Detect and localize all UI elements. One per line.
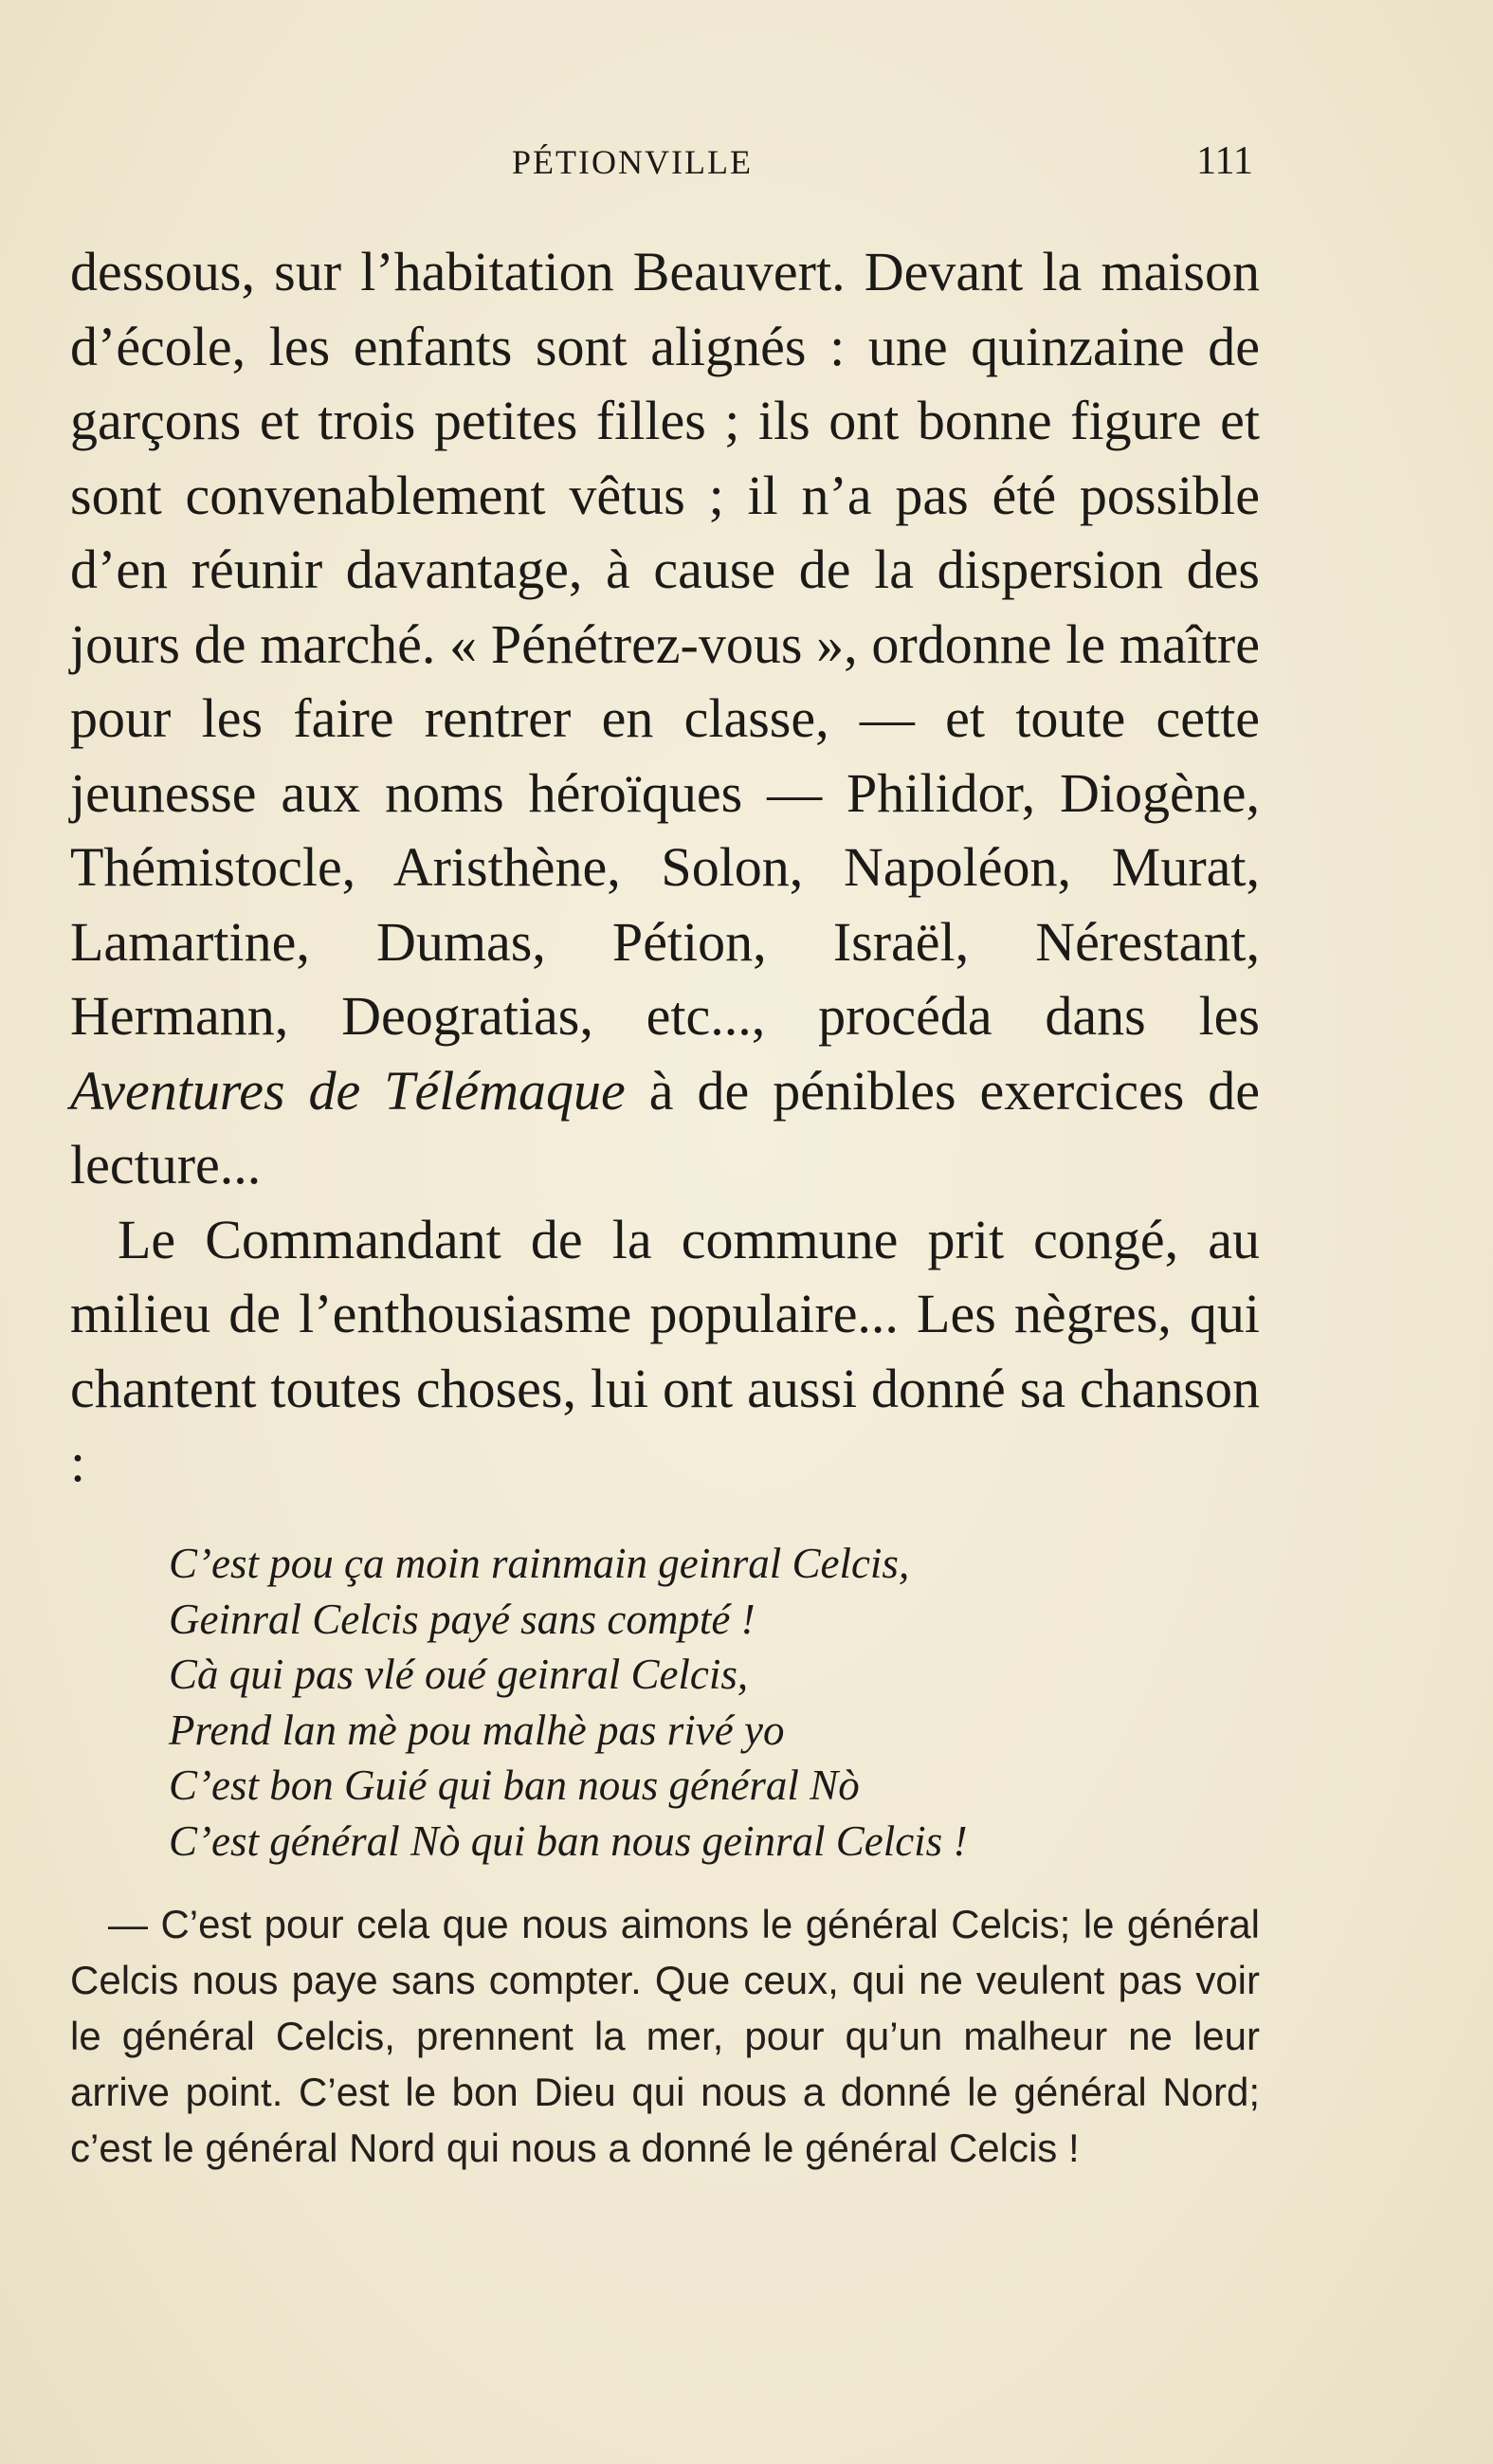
main-text [70, 235, 1260, 1501]
verse-line: C’est général Nò qui ban nous geinral Celcis ! [169, 1816, 968, 1865]
paragraph-text-end: à de pénibles exercices de lecture... [70, 1059, 1261, 1195]
translation-text: — C’est pour cela que nous aimons le général Celcis; le général Celcis nous paye sans compter. Que ceux, qui ne veulent pas voir le général Celcis, prennent la mer, pour qu’un malheur ne leur arrive point. C’est le bon Dieu qui nous a donné le général Nord; c’est le général Nord qui nous a donné le général Celcis ! [70, 1902, 1260, 2170]
running-head: PÉTIONVILLE [512, 143, 753, 181]
paragraph-song-intro: Le Commandant de la commune prit congé, au milieu de l’enthousiasme populaire... Les nègres, qui chantent toutes choses, lui ont aussi donné sa chanson : [70, 1208, 1260, 1493]
verse-line: Cà qui pas vlé oué geinral Celcis, [169, 1651, 749, 1698]
book-title: Aventures de Télémaque [70, 1059, 626, 1122]
song-verse [169, 1536, 967, 1869]
verse-line: C’est pou ça moin rainmain geinral Celcis, [169, 1540, 910, 1587]
page-number: 111 [1196, 139, 1253, 183]
paragraph-text: dessous, sur l’habitation Beauvert. Devant la maison d’école, les enfants sont alignés : une quinzaine de garçons et trois petites filles ; ils ont bonne figure et sont convenablement vêtus ; il n’a pas été possible d’en réunir davantage, à cause de la dispersion des jours de marché. « Pénétrez-vous », ordonne le maître pour les faire rentrer en classe, — et toute cette jeunesse aux noms héroïques — Philidor, Diogène, Thémistocle, Aristhène, Solon, Napoléon, Murat, Lamartine, Dumas, Pétion, Israël, Nérestant, Hermann, Deogratias, etc..., procéda dans les [70, 241, 1260, 1047]
song-translation [70, 1896, 1260, 2176]
verse-line: Geinral Celcis payé sans compté ! [169, 1595, 756, 1643]
paragraph-continuation [70, 235, 1260, 1203]
verse-line: C’est bon Guié qui ban nous général Nò [169, 1761, 860, 1809]
verse-line: Prend lan mè pou malhè pas rivé yo [169, 1706, 785, 1754]
